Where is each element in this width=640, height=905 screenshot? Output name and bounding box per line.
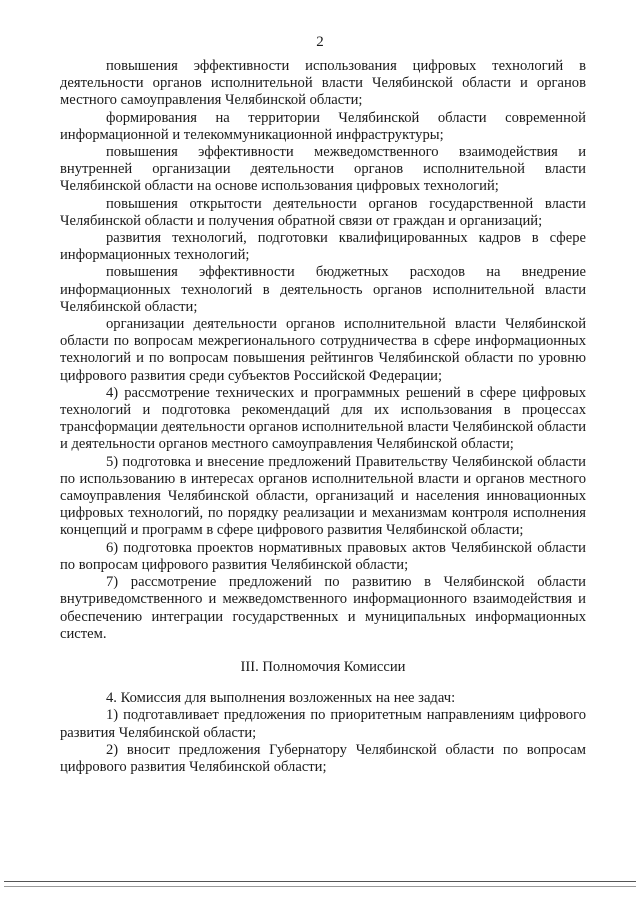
paragraph: 5) подготовка и внесение предложений Правительству Челябинской области по использованию в интересах органов исполнительной власти и органов местного самоуправления Челябинской области, организаций и населения инновационных цифровых технологий, по порядку реализации и механизмам контроля исполнения концепций и программ в сфере цифрового развития Челябинской области;	[60, 453, 586, 539]
footer-divider	[4, 886, 636, 887]
paragraph: повышения эффективности бюджетных расходов на внедрение информационных технологий в деятельность органов исполнительной власти Челябинской области;	[60, 264, 586, 315]
paragraph: повышения эффективности межведомственного взаимодействия и внутренней организации деятельности органов исполнительной власти Челябинской области на основе использования цифровых технологий;	[60, 144, 586, 195]
paragraph: формирования на территории Челябинской области современной информационной и телекоммуникационной инфраструктуры;	[60, 109, 586, 143]
paragraph: повышения эффективности использования цифровых технологий в деятельности органов исполнительной власти Челябинской области и органов местного самоуправления Челябинской области;	[60, 58, 586, 109]
paragraph: 2) вносит предложения Губернатору Челябинской области по вопросам цифрового развития Челябинской области;	[60, 741, 586, 775]
document-body	[60, 58, 586, 776]
paragraph: 7) рассмотрение предложений по развитию в Челябинской области внутриведомственного и межведомственного информационного взаимодействия и обеспечению интеграции государственных и муниципальных информационных систем.	[60, 574, 586, 642]
paragraph: 1) подготавливает предложения по приоритетным направлениям цифрового развития Челябинской области;	[60, 707, 586, 741]
paragraph: 6) подготовка проектов нормативных правовых актов Челябинской области по вопросам цифрового развития Челябинской области;	[60, 539, 586, 573]
paragraph: повышения открытости деятельности органов государственной власти Челябинской области и получения обратной связи от граждан и организаций;	[60, 195, 586, 229]
paragraph: развития технологий, подготовки квалифицированных кадров в сфере информационных технологий;	[60, 230, 586, 264]
paragraph: организации деятельности органов исполнительной власти Челябинской области по вопросам межрегионального сотрудничества в сфере информационных технологий и по вопросам повышения рейтингов Челябинской области по уровню цифрового развития среди субъектов Российской Федерации;	[60, 316, 586, 384]
paragraph: 4) рассмотрение технических и программных решений в сфере цифровых технологий и подготовка рекомендаций для их использования в процессах трансформации деятельности органов исполнительной власти Челябинской области и деятельности органов местного самоуправления Челябинской области;	[60, 384, 586, 453]
page-number: 2	[316, 34, 324, 50]
footer-divider	[4, 881, 636, 882]
paragraph: 4. Комиссия для выполнения возложенных на нее задач:	[106, 690, 456, 707]
section-heading: III. Полномочия Комиссии	[240, 658, 406, 675]
